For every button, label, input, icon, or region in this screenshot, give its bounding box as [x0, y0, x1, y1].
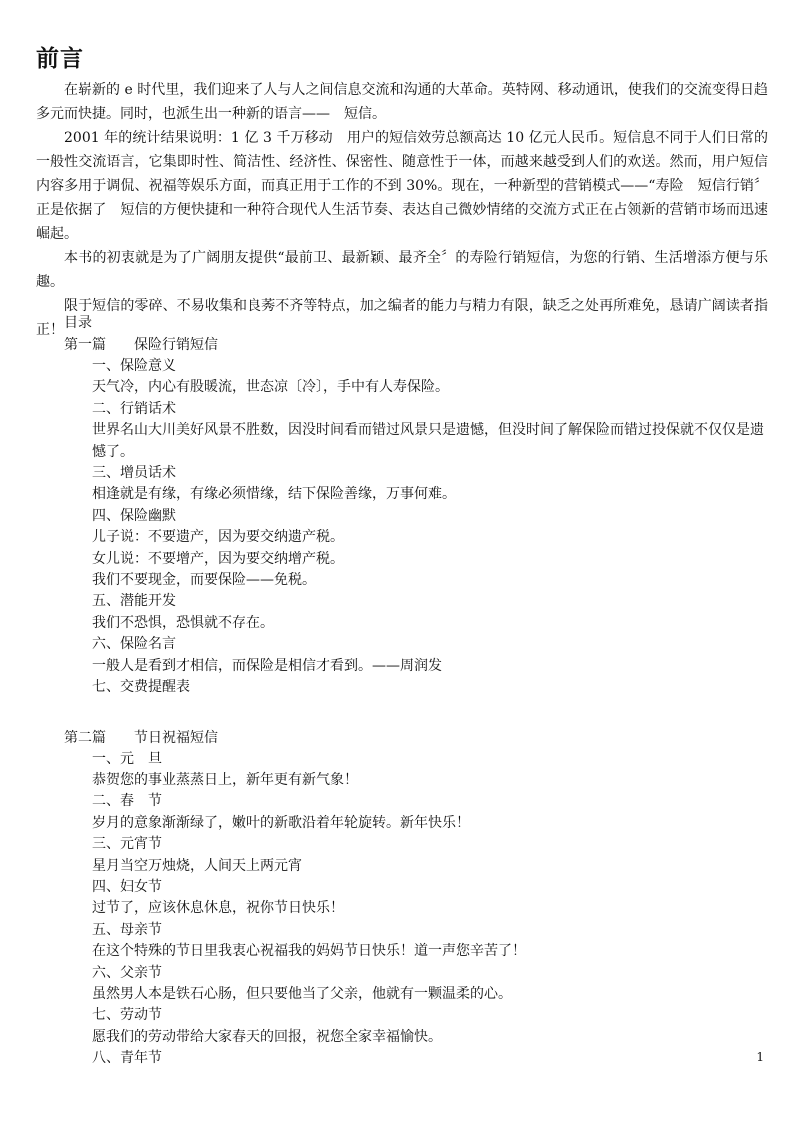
- section-title: 七、交费提醒表: [92, 679, 190, 696]
- section-title: 六、保险名言: [92, 636, 176, 653]
- section-text: 虽然男人本是铁石心肠，但只要他当了父亲，他就有一颗温柔的心。: [92, 985, 512, 1002]
- section-text: 一般人是看到才相信，而保险是相信才看到。——周润发: [92, 657, 442, 674]
- section-text: 过节了，应该休息休息，祝你节日快乐！: [92, 900, 344, 917]
- section-text: 愿我们的劳动带给大家春天的回报，祝您全家幸福愉快。: [92, 1028, 442, 1045]
- section-title: 三、元宵节: [92, 836, 162, 853]
- page-title: 前言: [36, 46, 84, 72]
- section-text: 岁月的意象渐渐绿了，嫩叶的新歌沿着年轮旋转。新年快乐！: [92, 814, 470, 831]
- section-text: 在这个特殊的节日里我衷心祝福我的妈妈节日快乐！道一声您辛苦了！: [92, 943, 526, 960]
- section-text: 我们不要现金，而要保险——免税。: [92, 572, 316, 589]
- section-title: 二、春 节: [92, 793, 162, 810]
- part-heading: 第二篇 节日祝福短信: [64, 729, 218, 746]
- section-title: 四、妇女节: [92, 878, 162, 895]
- part-spacer: [64, 699, 768, 727]
- section-title: 四、保险幽默: [92, 507, 176, 524]
- section-title: 一、元 旦: [92, 750, 162, 767]
- section-title: 二、行销话术: [92, 400, 176, 417]
- preface-paragraph: 限于短信的零碎、不易收集和良莠不齐等特点，加之编者的能力与精力有限，缺乏之处再所难免，恳请广阔读者指正！: [36, 298, 768, 338]
- section-title: 六、父亲节: [92, 964, 162, 981]
- section-text: 儿子说：不要遗产，因为要交纳遗产税。: [92, 529, 344, 546]
- section-text: 星月当空万烛烧，人间天上两元宵: [92, 857, 302, 874]
- page-number: 1: [756, 1050, 764, 1064]
- section-title: 一、保险意义: [92, 358, 176, 374]
- section-text: 天气冷，内心有股暖流，世态凉〔冷〕，手中有人寿保险。: [92, 379, 449, 396]
- preface: [36, 78, 768, 342]
- section-text: 我们不恐惧，恐惧就不存在。: [92, 614, 274, 631]
- preface-paragraph: 本书的初衷就是为了广阔朋友提供“最前卫、最新颖、最齐全〞的寿险行销短信，为您的行销、生活增添方便与乐趣。: [36, 250, 768, 290]
- toc-title: 目录: [64, 315, 92, 331]
- table-of-contents: [64, 312, 768, 1070]
- preface-paragraph: 2001 年的统计结果说明：1 亿 3 千万移动 用户的短信效劳总额高达 10 亿元人民币。短信息不同于人们日常的一般性交流语言，它集即时性、简洁性、经济性、保密性、随意性于一体，而越来越受到人们的欢送。然而，用户短信内容多用于调侃、祝福等娱乐方面，而真正用于工作的不到 30%。现在，一种新型的营销模式——“寿险 短信行销〞正是依据了 短信的方便快捷和一种符合现代人生活节奏、表达自己微妙情绪的交流方式正在占领新的营销市场而迅速崛起。: [36, 130, 768, 242]
- preface-paragraph: 在崭新的 e 时代里，我们迎来了人与人之间信息交流和沟通的大革命。英特网、移动通讯，使我们的交流变得日趋多元而快捷。同时，也派生出一种新的语言—— 短信。: [36, 82, 768, 122]
- section-title: 八、青年节: [92, 1050, 162, 1067]
- section-text: 恭贺您的事业蒸蒸日上，新年更有新气象！: [92, 771, 358, 788]
- section-title: 五、潜能开发: [92, 593, 176, 610]
- section-text: 女儿说：不要增产，因为要交纳增产税。: [92, 550, 344, 567]
- part-sections: [92, 749, 768, 1070]
- section-title: 五、母亲节: [92, 921, 162, 938]
- section-title: 三、增员话术: [92, 465, 176, 482]
- part-sections: [92, 356, 768, 699]
- section-text: 世界名山大川美好风景不胜数，因没时间看而错过风景只是遗憾，但没时间了解保险而错过投保就不仅仅是遗憾了。: [92, 422, 764, 460]
- section-title: 七、劳动节: [92, 1007, 162, 1024]
- section-text: 相逢就是有缘，有缘必须惜缘，结下保险善缘，万事何难。: [92, 486, 456, 503]
- part-heading: 第一篇 保险行销短信: [64, 337, 218, 353]
